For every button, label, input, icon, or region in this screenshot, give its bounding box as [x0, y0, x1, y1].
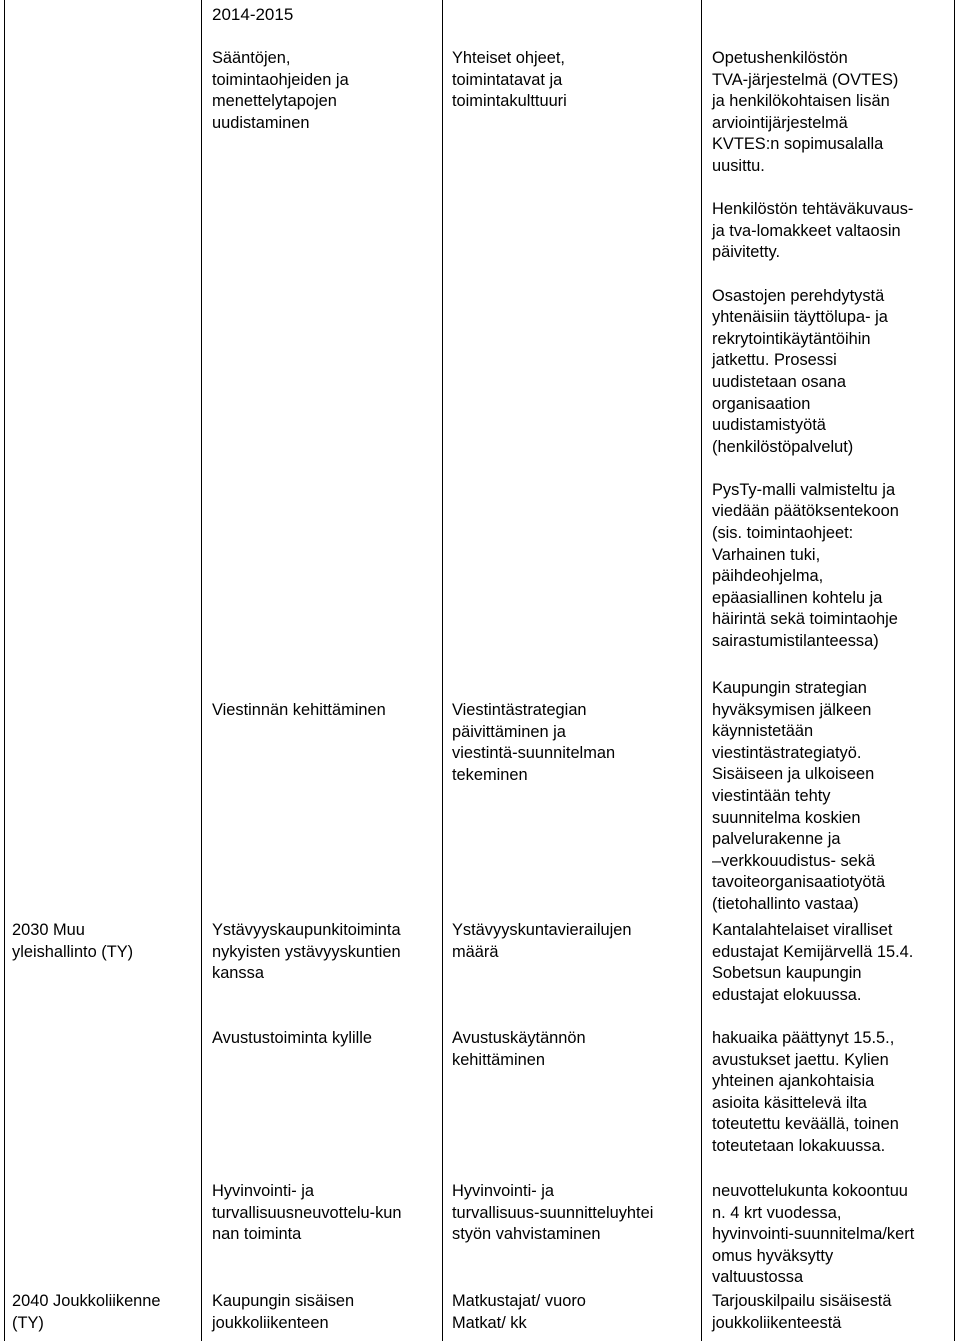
column-divider [701, 0, 702, 1341]
goal-cell: Hyvinvointi- ja turvallisuusneuvottelu-kun nan toiminta [212, 1182, 402, 1244]
status-cell: Tarjouskilpailu sisäisestä joukkoliikenteestä [712, 1292, 892, 1332]
goal-cell: Ystävyyskaupunkitoiminta nykyisten ystävyyskuntien kanssa [212, 921, 401, 983]
goal-cell: Sääntöjen, toimintaohjeiden ja menettelytapojen uudistaminen [212, 49, 349, 132]
status-cell: Kaupungin strategian hyväksymisen jälkeen käynnistetään viestintästrategiatyö. Sisäiseen ja ulkoiseen viestintään tehty suunnitelma koskien palvelurakenne ja –verkkouudistus- sekä tavoiteorganisaatiotyötä (tietohallinto vastaa) [712, 679, 886, 913]
measure-cell: Matkustajat/ vuoro Matkat/ kk [452, 1292, 586, 1332]
status-cell: neuvottelukunta kokoontuu n. 4 krt vuodessa, hyvinvointi-suunnitelma/kert omus hyväksytty valtuustossa [712, 1182, 915, 1287]
measure-cell: Ystävyyskuntavierailujen määrä [452, 921, 632, 961]
year-header: 2014-2015 [212, 5, 294, 24]
status-cell: hakuaika päättynyt 15.5., avustukset jaettu. Kylien yhteinen ajankohtaisia asioita käsittelevä ilta toteutettu keväällä, toinen toteutetaan lokakuussa. [712, 1029, 899, 1155]
goal-cell: Avustustoiminta kylille [212, 1029, 373, 1047]
goal-cell: Viestinnän kehittäminen [212, 701, 386, 719]
status-cell: Kantalahtelaiset viralliset edustajat Kemijärvellä 15.4. Sobetsun kaupungin edustajat elokuussa. [712, 921, 914, 1004]
status-cell: Opetushenkilöstön TVA-järjestelmä (OVTES) ja henkilökohtaisen lisän arviointijärjestelmä KVTES:n sopimusalalla uusittu. Henkilöstön tehtäväkuvaus- ja tva-lomakkeet valtaosin päivitetty. Osastojen perehdytystä yhtenäisiin täyttölupa- ja rekrytointikäytäntöihin jatkettu. Prosessi uudistetaan osana organisaation uudistamistyötä (henkilöstöpalvelut) PysTy-malli valmisteltu ja viedään päätöksentekoon (sis. toimintaohjeet: Varhainen tuki, päihdeohjelma, epäasiallinen kohtelu ja häirintä sekä toimintaohje sairastumistilanteessa) [712, 49, 914, 651]
measure-cell: Hyvinvointi- ja turvallisuus-suunnitteluyhtei styön vahvistaminen [452, 1182, 654, 1244]
column-divider [954, 0, 955, 1341]
column-divider [4, 0, 5, 1341]
measure-cell: Yhteiset ohjeet, toimintatavat ja toimintakulttuuri [452, 49, 567, 111]
measure-cell: Viestintästrategian päivittäminen ja viestintä-suunnitelman tekeminen [452, 701, 616, 784]
goal-cell: Kaupungin sisäisen joukkoliikenteen [212, 1292, 355, 1332]
unit-cell: 2040 Joukkoliikenne (TY) [12, 1292, 161, 1332]
measure-cell: Avustuskäytännön kehittäminen [452, 1029, 586, 1069]
unit-cell: 2030 Muu yleishallinto (TY) [12, 921, 134, 961]
column-divider [442, 0, 443, 1341]
column-divider [201, 0, 202, 1341]
